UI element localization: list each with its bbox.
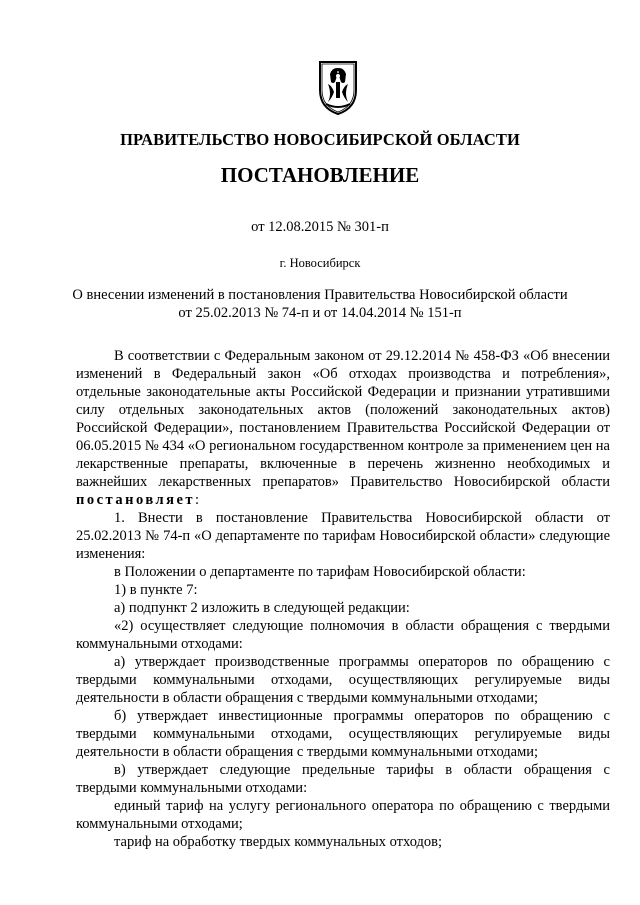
paragraph-subpoint-a: а) подпункт 2 изложить в следующей редакции: bbox=[114, 600, 410, 616]
date-number: от 12.08.2015 № 301-п bbox=[251, 219, 389, 235]
organization-title: ПРАВИТЕЛЬСТВО НОВОСИБИРСКОЙ ОБЛАСТИ bbox=[120, 130, 520, 149]
paragraph-item-a: а) утверждает производственные программы операторов по обращению с твердыми коммунальными отходами, осуществляющих регулируемые виды деятельности в области обращения с твердыми коммунальными отходами; bbox=[76, 654, 610, 706]
coat-of-arms-icon bbox=[316, 58, 360, 116]
paragraph-item-b: б) утверждает инвестиционные программы операторов по обращению с твердыми коммунальными отходами, осуществляющих регулируемые виды деятельности в области обращения с твердыми коммунальными отходами; bbox=[76, 708, 610, 760]
paragraph-new-wording: «2) осуществляет следующие полномочия в области обращения с твердыми коммунальными отходами: bbox=[76, 618, 610, 652]
paragraph-processing-tariff: тариф на обработку твердых коммунальных отходов; bbox=[114, 834, 443, 850]
paragraph-regulation: в Положении о департаменте по тарифам Новосибирской области: bbox=[114, 564, 526, 580]
preamble-paragraph bbox=[76, 347, 610, 509]
document-body bbox=[76, 347, 610, 851]
paragraph-unified-tariff: единый тариф на услугу регионального оператора по обращению с твердыми коммунальными отходами; bbox=[76, 798, 610, 832]
resolves-colon: : bbox=[195, 492, 200, 508]
document-subject bbox=[0, 286, 640, 322]
subject-line-2: от 25.02.2013 № 74-п и от 14.04.2014 № 151-п bbox=[178, 305, 462, 321]
city: г. Новосибирск bbox=[279, 256, 361, 270]
document-type: ПОСТАНОВЛЕНИЕ bbox=[220, 163, 420, 187]
paragraph-point-7: 1) в пункте 7: bbox=[114, 582, 198, 598]
subject-line-1: О внесении изменений в постановления Правительства Новосибирской области bbox=[72, 287, 568, 303]
paragraph-item-1: 1. Внести в постановление Правительства Новосибирской области от 25.02.2013 № 74-п «О департаменте по тарифам Новосибирской области» следующие изменения: bbox=[76, 510, 610, 562]
resolves-word: постановляет bbox=[76, 492, 196, 508]
preamble-text: В соответствии с Федеральным законом от 29.12.2014 № 458-ФЗ «Об внесении изменений в Федеральный закон «Об отходах производства и потребления», отдельные законодательные акты Российской Федерации и признании утратившими силу отдельных законодательных актов (положений законодательных актов) Российской Федерации», постановлением Правительства Российской Федерации от 06.05.2015 № 434 «О региональном государственном контроле за применением цен на лекарственные препараты, включенные в перечень жизненно необходимых и важнейших лекарственных препаратов» Правительство Новосибирской области bbox=[76, 348, 610, 490]
paragraph-item-v: в) утверждает следующие предельные тарифы в области обращения с твердыми коммунальными отходами: bbox=[76, 762, 610, 796]
